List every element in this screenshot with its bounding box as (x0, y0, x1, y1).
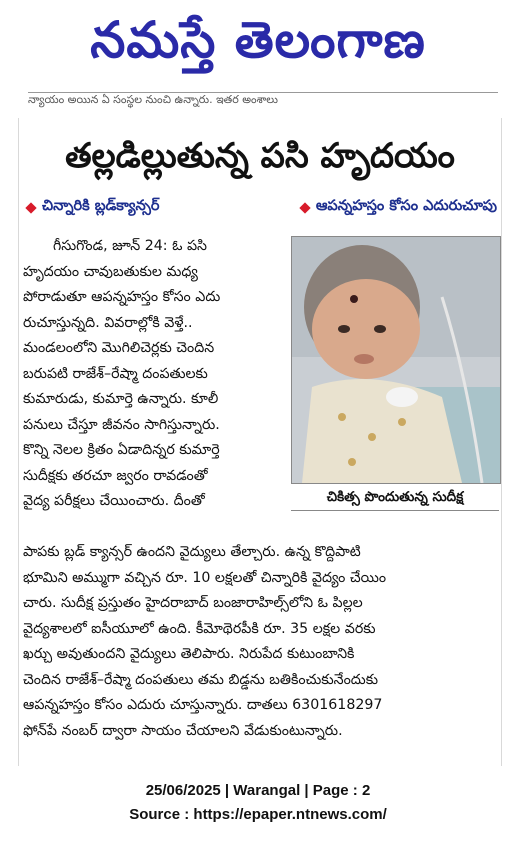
body-line: పాపకు బ్లడ్ క్యాన్సర్ ఉందని వైద్యులు తేల్చారు. ఉన్న కొద్దిపాటి (23, 544, 361, 560)
photo-illustration (292, 237, 500, 483)
child-patient-photo (291, 236, 501, 484)
masthead (0, 0, 516, 92)
body-line: సుదీక్షకు తరచూ జ్వరం రావడంతో (23, 467, 208, 484)
article-body-wide (23, 540, 497, 744)
body-line: ఖర్చు అవుతుందని వైద్యులు తెలిపారు. నిరుపేద కుటుంబానికి (23, 646, 355, 662)
diamond-bullet-icon (25, 202, 36, 213)
news-article (18, 118, 502, 766)
subheadline-right (301, 198, 497, 218)
clipped-text-line: న్యాయం అయిన ఏ సంస్థల నుంచి ఉన్నారు. ఇతర అంశాలు (28, 92, 498, 109)
body-line: కుమారుడు, కుమార్తె ఉన్నారు. కూలీ (23, 391, 219, 407)
body-line: బరుపటి రాజేశ్–రేష్మా దంపతులకు (23, 365, 208, 382)
body-line: చెందిన రాజేశ్–రేష్మా దంపతులు తమ బిడ్డను బతికించుకునేందుకు (23, 671, 379, 688)
body-line: వైద్యశాలలో ఐసీయూలో ఉంది. కీమోథెరపీకి రూ. 35 లక్షల వరకు (23, 620, 376, 637)
article-body-narrow (23, 234, 287, 515)
body-line: రుచూస్తున్నది. వివరాల్లోకి వెళ్తే.. (23, 314, 193, 331)
body-line: ఫోన్‌పే నంబర్ ద్వారా సాయం చేయాలని వేడుకుంటున్నారు. (23, 722, 343, 739)
body-line: ఆపన్నహస్తం కోసం ఎదురు చూస్తున్నారు. దాతలు 6301618297 (23, 697, 383, 713)
body-line: కొన్ని నెలల క్రితం ఏడాదిన్నర కుమార్తె (23, 442, 220, 458)
body-line: గీసుగొండ, జూన్ 24: ఓ పసి (53, 238, 207, 254)
body-line: వైద్య పరీక్షలు చేయించారు. దీంతో (23, 493, 205, 509)
subheadline-left (27, 198, 159, 218)
diamond-bullet-icon (299, 202, 310, 213)
newspaper-logo: నమస్తే తెలంగాణ (90, 10, 426, 69)
subheadline-left-text: చిన్నారికి బ్లడ్‌క్యాన్సర్ (42, 198, 160, 214)
subheadlines (27, 198, 497, 218)
body-line: పనులు చేస్తూ జీవనం సాగిస్తున్నారు. (23, 416, 220, 433)
body-line: పోరాడుతూ ఆపన్నహస్తం కోసం ఎదు (23, 289, 221, 305)
photo-caption: చికిత్స పొందుతున్న సుదీక్ష (291, 484, 499, 511)
article-headline: తల్లడిల్లుతున్న పసి హృదయం (65, 136, 455, 176)
body-line: చారు. సుదీక్ష ప్రస్తుతం హైదరాబాద్ బంజారాహిల్స్‌లోని ఓ పిల్లల (23, 595, 363, 611)
subheadline-right-text: ఆపన్నహస్తం కోసం ఎదురుచూపు (315, 198, 497, 214)
clipping-date-line: 25/06/2025 | Warangal | Page : 2 (145, 782, 371, 799)
body-line: హృదయం చావుబతుకుల మధ్య (23, 263, 198, 280)
body-line: భూమిని అమ్ముగా వచ్చిన రూ. 10 లక్షలతో చిన్నారికి వైద్యం చేయిం (23, 569, 387, 586)
body-line: మండలంలోని మొగిలిచెర్లకు చెందిన (23, 340, 215, 356)
clipping-source-line: Source : https://epaper.ntnews.com/ (129, 806, 387, 823)
